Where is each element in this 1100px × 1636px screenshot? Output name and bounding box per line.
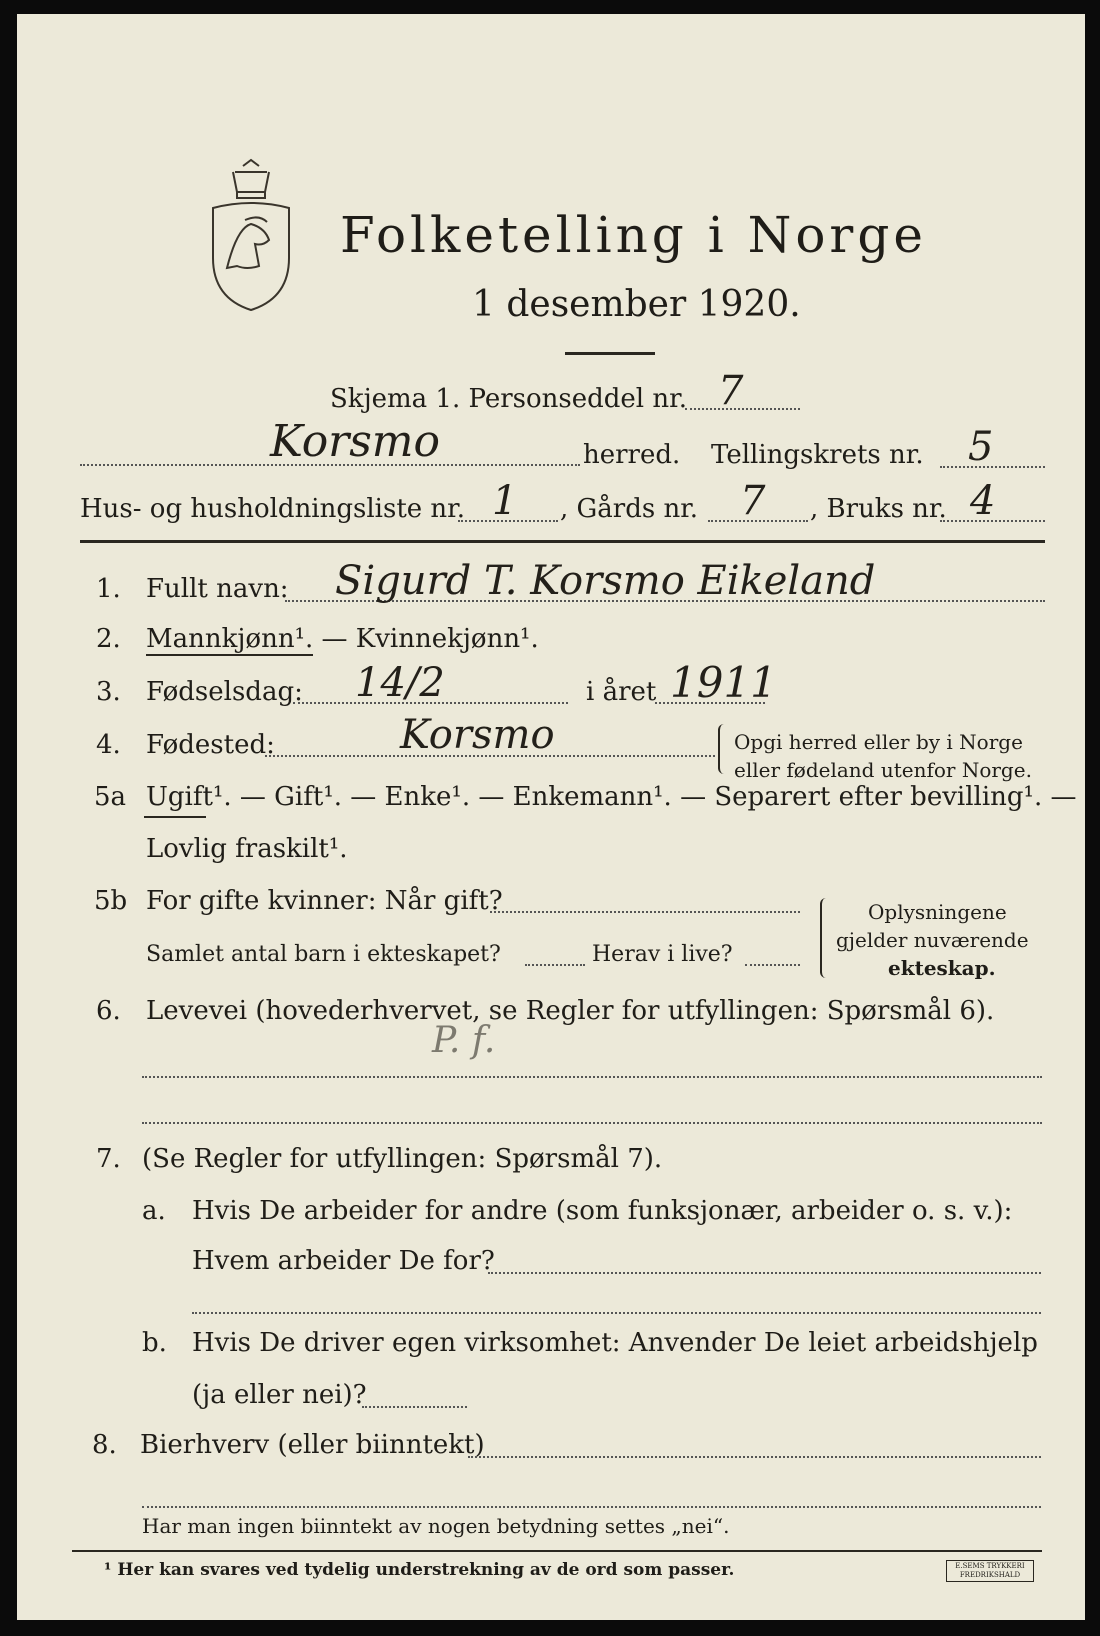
bruks-value: 4: [970, 478, 996, 524]
herred-label: herred.: [583, 440, 681, 470]
hus-value: 1: [492, 478, 518, 524]
q5b-married-line: [490, 911, 800, 913]
q4-label: Fødested:: [146, 730, 275, 760]
q4-number: 4.: [96, 730, 121, 760]
q7a-line-1: [488, 1272, 1041, 1274]
q6-value: P. f.: [432, 1020, 496, 1061]
q7a-letter: a.: [142, 1196, 166, 1226]
q5b-line2b: Herav i live?: [592, 942, 733, 967]
q4-value: Korsmo: [400, 712, 555, 758]
q2-separator: —: [313, 624, 356, 654]
q5b-alive-line: [745, 964, 800, 966]
tellingskrets-value: 5: [968, 424, 994, 470]
herred-value: Korsmo: [270, 416, 441, 467]
q3-value: 14/2: [355, 660, 445, 706]
q5a-number: 5a: [94, 782, 127, 812]
q2-male: Mannkjønn¹.: [146, 624, 314, 654]
q6-line-1: [142, 1076, 1042, 1078]
q2-options: [146, 624, 539, 654]
q7-label: (Se Regler for utfyllingen: Spørsmål 7).: [142, 1144, 663, 1174]
header-rule: [80, 540, 1045, 543]
printer-stamp: E.SEMS TRYKKERI FREDRIKSHALD: [946, 1560, 1034, 1582]
q7a-line-2: [192, 1312, 1041, 1314]
q3-label: Fødselsdag:: [146, 677, 303, 707]
q2-number: 2.: [96, 624, 121, 654]
q8-number: 8.: [92, 1430, 117, 1460]
tellingskrets-label: Tellingskrets nr.: [711, 440, 924, 470]
gards-label: , Gårds nr.: [560, 494, 699, 524]
q6-line-2: [142, 1122, 1042, 1124]
q5b-brace: [820, 898, 828, 978]
q6-label: Levevei (hovederhvervet, se Regler for utfyllingen: Spørsmål 6).: [146, 996, 995, 1026]
q7a-text: Hvis De arbeider for andre (som funksjonær, arbeider o. s. v.):: [192, 1196, 1013, 1226]
q8-note: Har man ingen biinntekt av nogen betydning settes „nei“.: [142, 1514, 730, 1538]
q1-label: Fullt navn:: [146, 574, 289, 604]
q5b-note-3: ekteskap.: [888, 956, 996, 980]
q5a-line1: Ugift¹. — Gift¹. — Enke¹. — Enkemann¹. — Separert efter bevilling¹. —: [146, 782, 1077, 812]
q7a-question: Hvem arbeider De for?: [192, 1246, 495, 1276]
q3-number: 3.: [96, 677, 121, 707]
q4-note-1: Opgi herred eller by i Norge: [734, 730, 1023, 754]
hus-label: Hus- og husholdningsliste nr.: [80, 494, 466, 524]
q5b-line2a: Samlet antal barn i ekteskapet?: [146, 942, 501, 967]
q5b-note-2: gjelder nuværende: [836, 928, 1029, 952]
q8-line-2: [142, 1506, 1041, 1508]
footer-rule: [72, 1550, 1042, 1552]
schema-label: Skjema 1. Personseddel nr.: [330, 384, 687, 414]
q1-value: Sigurd T. Korsmo Eikeland: [335, 558, 876, 604]
coat-of-arms-icon: [205, 158, 297, 318]
q5b-note-1: Oplysningene: [868, 900, 1007, 924]
personseddel-value: 7: [718, 368, 744, 414]
q8-line-1: [468, 1456, 1041, 1458]
q1-number: 1.: [96, 574, 121, 604]
q3-year-label: i året: [586, 677, 657, 707]
q5b-number: 5b: [94, 886, 128, 916]
page-title: Folketelling i Norge: [340, 206, 927, 264]
q7-number: 7.: [96, 1144, 121, 1174]
bruks-label: , Bruks nr.: [810, 494, 947, 524]
q8-label: Bierhverv (eller biinntekt): [140, 1430, 485, 1460]
q3-year: 1911: [670, 658, 777, 707]
q6-number: 6.: [96, 996, 121, 1026]
q5b-line1: For gifte kvinner: Når gift?: [146, 886, 503, 916]
q4-note-2: eller fødeland utenfor Norge.: [734, 758, 1032, 782]
gards-value: 7: [740, 478, 766, 524]
q7b-question: (ja eller nei)?: [192, 1380, 367, 1410]
q7b-line: [362, 1406, 467, 1408]
footnote: ¹ Her kan svares ved tydelig understrekning av de ord som passer.: [104, 1560, 735, 1580]
q7b-letter: b.: [142, 1328, 167, 1358]
q5a-underline: [144, 816, 206, 818]
q4-brace: [718, 724, 726, 774]
q5b-children-line: [525, 964, 585, 966]
q2-female: Kvinnekjønn¹.: [355, 624, 539, 654]
q7b-text: Hvis De driver egen virksomhet: Anvender De leiet arbeidshjelp: [192, 1328, 1038, 1358]
census-date: 1 desember 1920.: [472, 284, 801, 325]
title-divider: [565, 352, 655, 355]
q5a-line2: Lovlig fraskilt¹.: [146, 834, 348, 864]
